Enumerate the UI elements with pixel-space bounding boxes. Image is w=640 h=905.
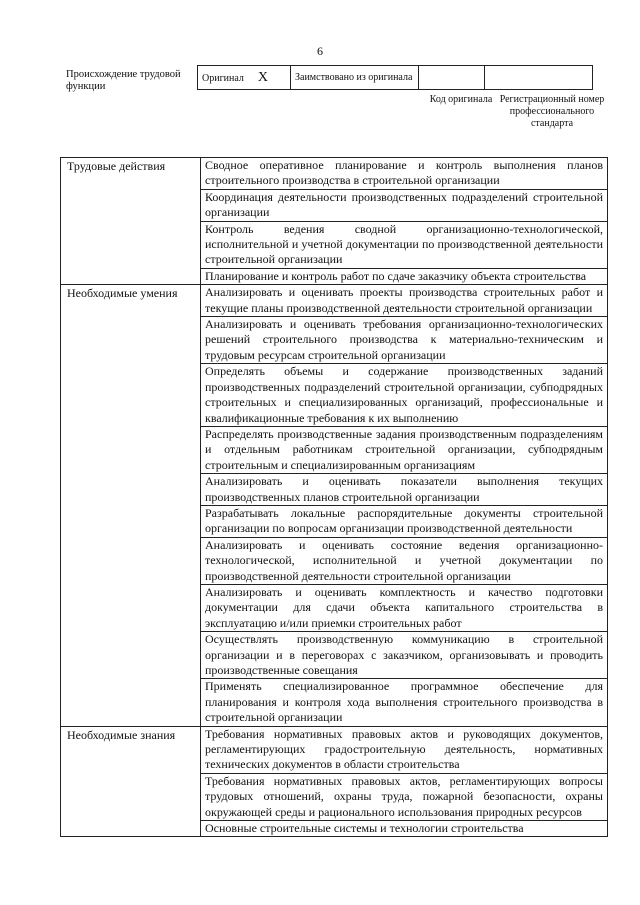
category-cell: Необходимые умения xyxy=(61,285,201,726)
table-row xyxy=(61,726,608,773)
table-row xyxy=(61,158,608,190)
original-label: Оригинал xyxy=(202,72,244,84)
requirement-cell: Разрабатывать локальные распорядительные документы строительной организации по вопросам организации производственной деятельности xyxy=(201,505,608,537)
requirement-cell: Сводное оперативное планирование и контроль выполнения планов строительного производства в строительной организации xyxy=(201,158,608,190)
reg-number-caption: Регистрационный номер профессионального стандарта xyxy=(499,94,605,129)
requirement-cell: Осуществлять производственную коммуникацию в строительной организации и в переговорах с заказчиком, организовывать и проводить производственные совещания xyxy=(201,632,608,679)
requirement-cell: Требования нормативных правовых актов, регламентирующих вопросы трудовых отношений, охраны труда, пожарной безопасности, охраны окружающей среды и рационального использования природных ресурсов xyxy=(201,773,608,820)
requirement-cell: Распределять производственные задания производственным подразделениям и отдельным работникам строительной организации, субподрядным строительным и специализированным организациям xyxy=(201,426,608,473)
table-row xyxy=(61,285,608,317)
requirement-cell: Основные строительные системы и технологии строительства xyxy=(201,821,608,837)
requirement-cell: Контроль ведения сводной организационно-технологической, исполнительной и учетной документации по производственной деятельности строительной организации xyxy=(201,221,608,268)
origin-label: Происхождение трудовой функции xyxy=(66,69,181,92)
origin-table xyxy=(197,65,593,90)
requirement-cell: Определять объемы и содержание производственных заданий производственных подразделений строительной организации, субподрядных строительных и специализированных организаций, профессиональные и квалификационные требования к их выполнению xyxy=(201,364,608,427)
labor-function-table xyxy=(60,157,608,837)
original-cell xyxy=(198,66,291,90)
requirement-cell: Анализировать и оценивать состояние ведения организационно-технологической, исполнительной и учетной документации по производственной деятельности строительной организации xyxy=(201,537,608,584)
original-mark: X xyxy=(257,69,269,85)
category-cell: Трудовые действия xyxy=(61,158,201,285)
requirement-cell: Анализировать и оценивать проекты производства строительных работ и текущие планы производственной деятельности строительной организации xyxy=(201,285,608,317)
requirement-cell: Анализировать и оценивать комплектность и качество подготовки документации для сдачи объекта капитального строительства в эксплуатацию и/или приемки строительных работ xyxy=(201,584,608,631)
requirement-cell: Анализировать и оценивать показатели выполнения текущих производственных планов строительной организации xyxy=(201,474,608,506)
requirement-cell: Применять специализированное программное обеспечение для планирования и контроля хода выполнения строительного производства в строительной организации xyxy=(201,679,608,726)
code-cell xyxy=(419,66,485,90)
borrowed-cell: Заимствовано из оригинала xyxy=(291,66,419,90)
page-number: 6 xyxy=(317,44,323,58)
requirement-cell: Координация деятельности производственных подразделений строительной организации xyxy=(201,189,608,221)
requirement-cell: Анализировать и оценивать требования организационно-технологических решений строительного производства к материально-техническим и трудовым ресурсам строительной организации xyxy=(201,317,608,364)
code-caption: Код оригинала xyxy=(429,94,493,105)
reg-number-cell xyxy=(485,66,593,90)
requirement-cell: Требования нормативных правовых актов и руководящих документов, регламентирующих градостроительную деятельность, нормативных технических документов в области строительства xyxy=(201,726,608,773)
category-cell: Необходимые знания xyxy=(61,726,201,837)
requirement-cell: Планирование и контроль работ по сдаче заказчику объекта строительства xyxy=(201,268,608,284)
